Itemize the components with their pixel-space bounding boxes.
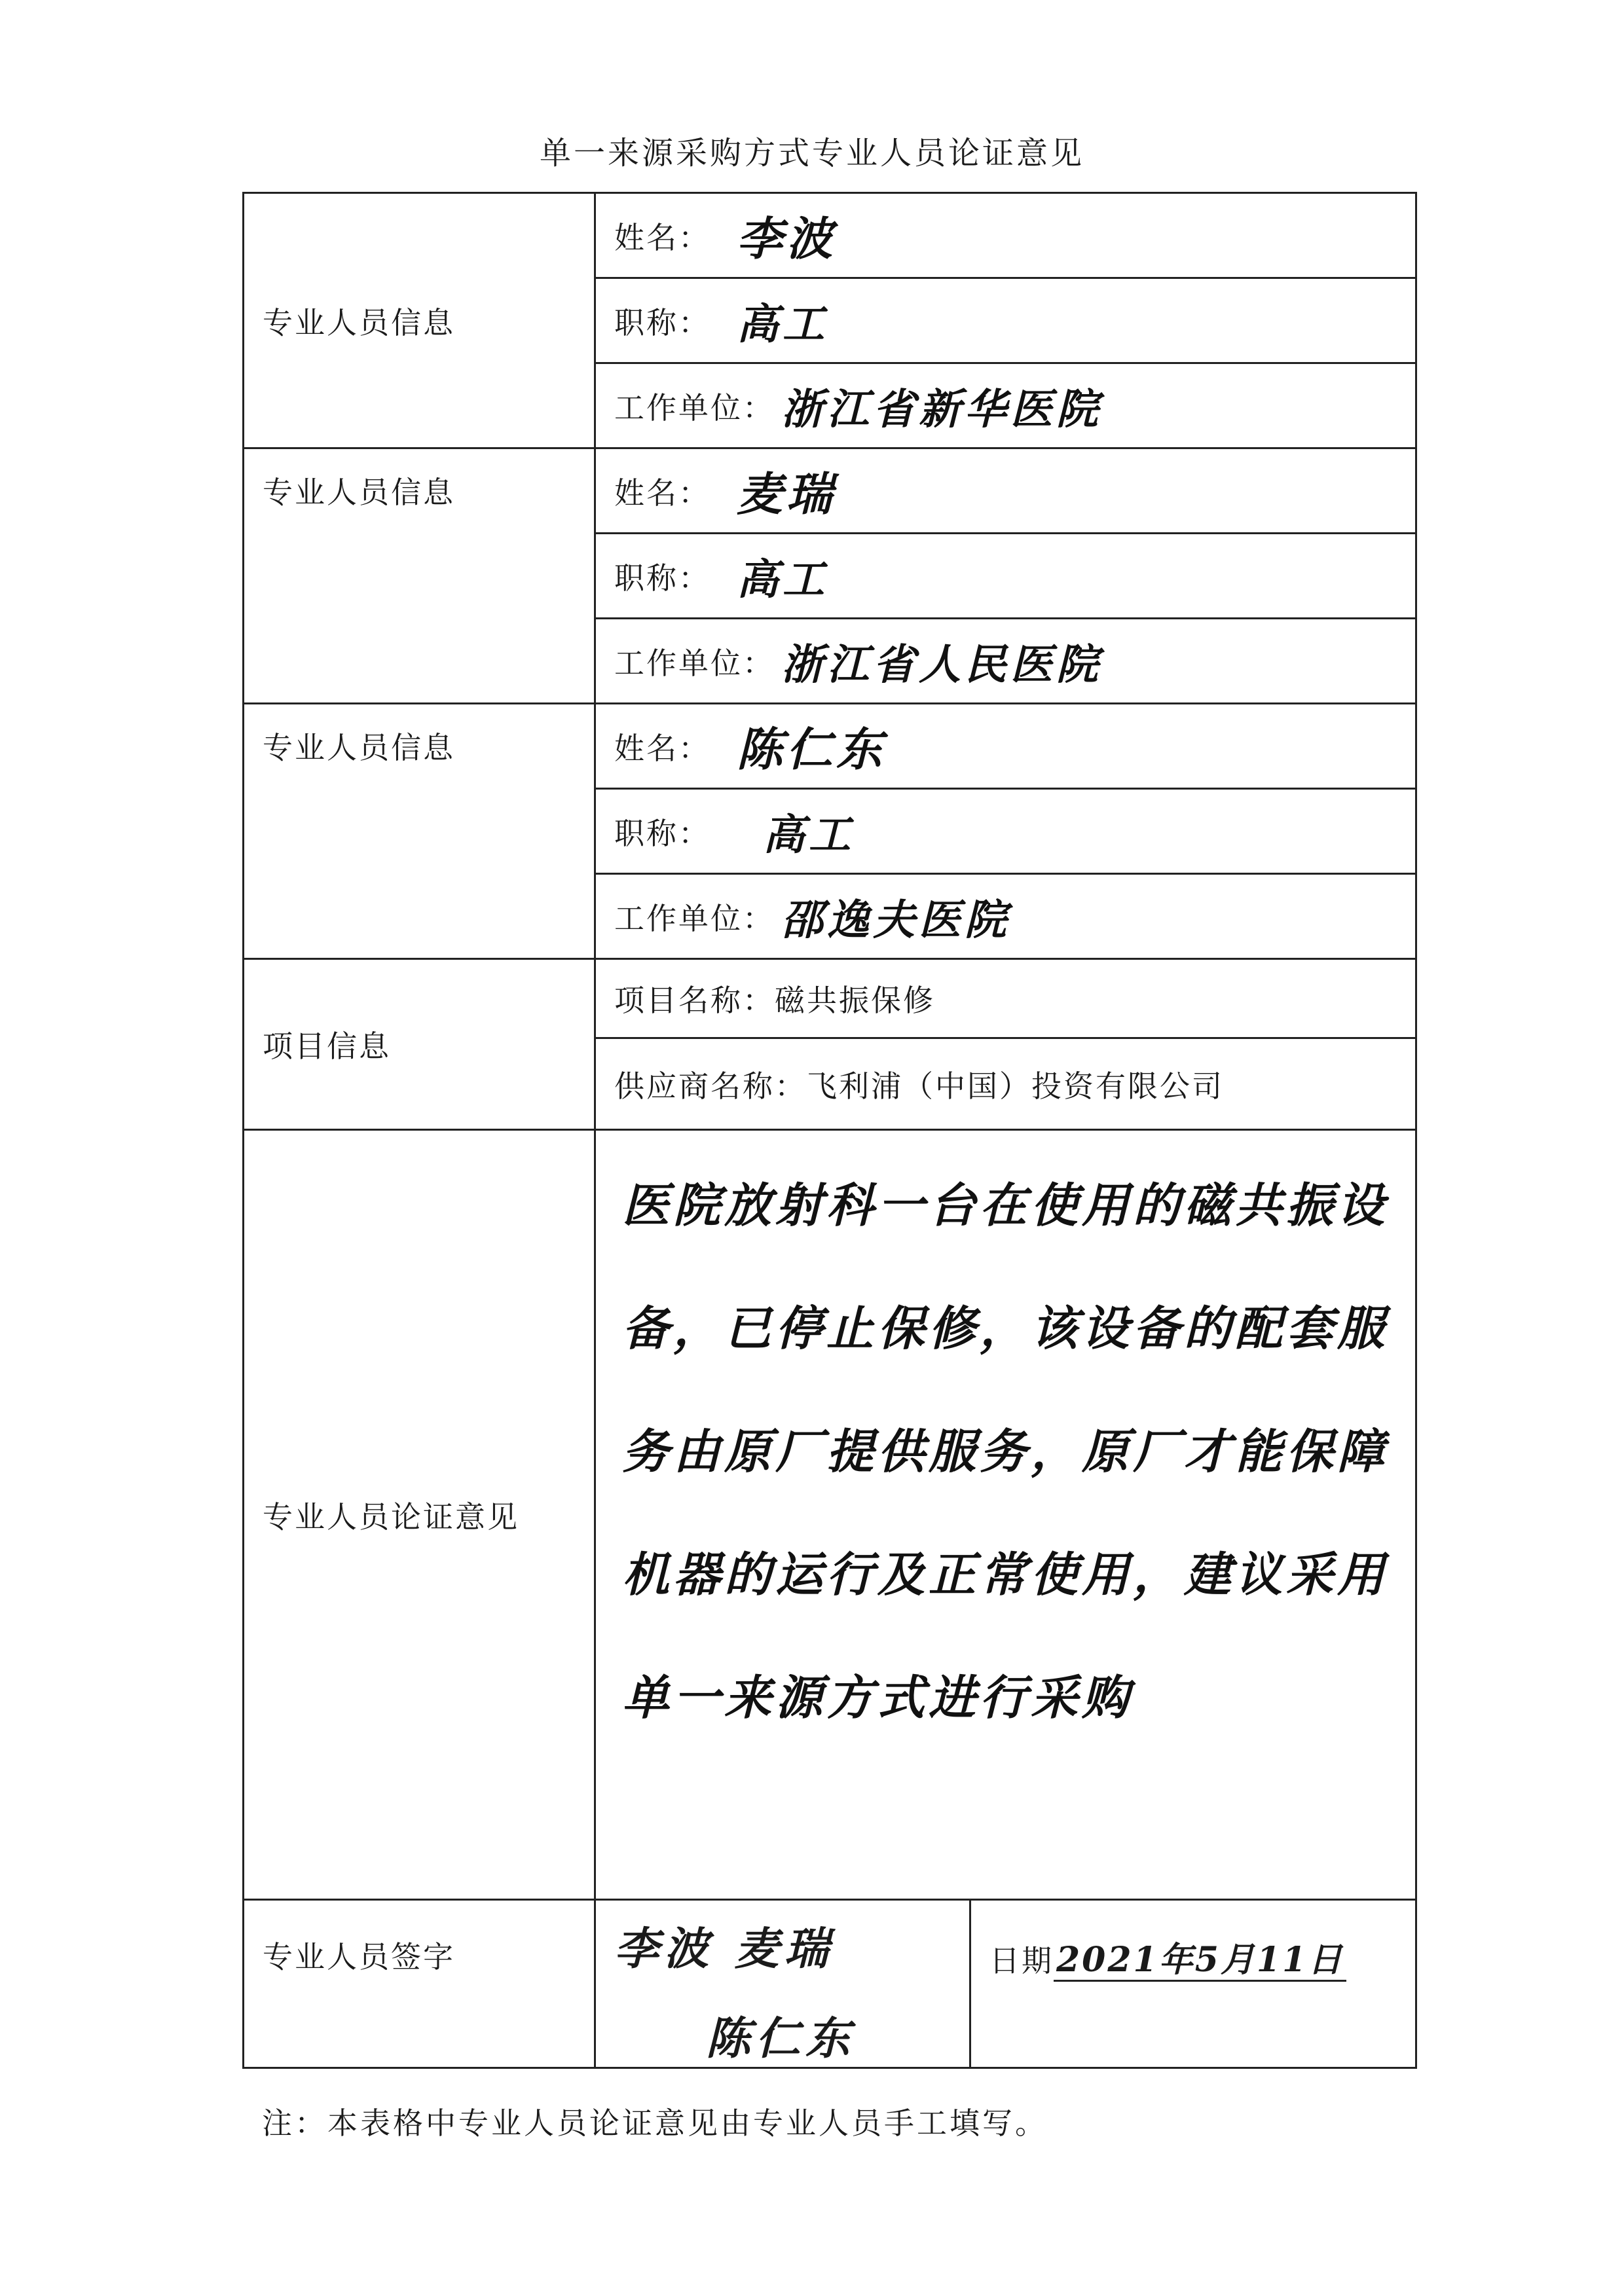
expert-2-name-handwritten: 麦瑞 [737, 467, 836, 521]
expert-3-org-cell [595, 874, 1416, 959]
opinion-section-label: 专业人员论证意见 [244, 1130, 595, 1900]
expert-3-name-cell [595, 704, 1416, 789]
expert-1-org-handwritten: 浙江省新华医院 [781, 384, 1102, 434]
expert-1-name-handwritten: 李波 [737, 211, 836, 266]
expert-3-title-handwritten: 高工 [763, 810, 855, 860]
org-label: 工作单位： [614, 390, 775, 426]
signature-section-label: 专业人员签字 [244, 1900, 595, 2068]
expert-3-section-label: 专业人员信息 [244, 704, 595, 959]
footnote: 注：本表格中专业人员论证意见由专业人员手工填写。 [262, 2105, 1048, 2141]
expert-1-name-cell [595, 193, 1416, 278]
name-label: 姓名： [614, 730, 710, 766]
signature-handwritten-line-1: 李波 麦瑞 [614, 1923, 834, 1975]
title-label: 职称： [614, 304, 710, 340]
opinion-cell [595, 1130, 1416, 1900]
expert-1-title-handwritten: 高工 [737, 299, 828, 349]
title-label: 职称： [614, 815, 710, 851]
expert-2-name-row [244, 448, 1416, 534]
expert-2-name-cell [595, 448, 1416, 534]
expert-3-name-row [244, 704, 1416, 789]
expert-2-org-cell [595, 619, 1416, 704]
expert-2-title-cell [595, 534, 1416, 619]
expert-2-section-label: 专业人员信息 [244, 448, 595, 704]
expert-1-name-row [244, 193, 1416, 278]
date-handwritten: 2021年5月11日 [1054, 1940, 1346, 1982]
org-label: 工作单位： [614, 900, 775, 936]
expert-1-title-cell [595, 278, 1416, 363]
expert-3-name-handwritten: 陈仁东 [737, 722, 886, 776]
opinion-row [244, 1130, 1416, 1900]
project-section-label: 项目信息 [244, 959, 595, 1130]
org-label: 工作单位： [614, 645, 775, 681]
date-label: 日期 [989, 1943, 1054, 1978]
project-name-row [244, 959, 1416, 1038]
page-title: 单一来源采购方式专业人员论证意见 [539, 135, 1084, 172]
project-name-cell: 项目名称：磁共振保修 [595, 959, 1416, 1038]
name-label: 姓名： [614, 219, 710, 255]
expert-1-section-label: 专业人员信息 [244, 193, 595, 448]
expert-1-org-cell [595, 363, 1416, 448]
signature-handwritten-line-2: 陈仁东 [706, 2013, 856, 2065]
supplier-name-cell: 供应商名称：飞利浦（中国）投资有限公司 [595, 1038, 1416, 1130]
expert-3-title-cell [595, 789, 1416, 874]
date-cell [970, 1900, 1416, 2068]
signature-cell [595, 1900, 970, 2068]
name-label: 姓名： [614, 475, 710, 511]
expert-3-org-handwritten: 邵逸夫医院 [781, 895, 1010, 945]
opinion-handwritten-text: 医院放射科一台在使用的磁共振设备，已停止保修，该设备的配套服务由原厂提供服务，原厂才能保障机器的运行及正常使用，建议采用单一来源方式进行采购 [622, 1177, 1389, 1725]
argument-form-table [242, 192, 1417, 2069]
expert-2-title-handwritten: 高工 [737, 555, 828, 604]
expert-2-org-handwritten: 浙江省人民医院 [781, 640, 1102, 689]
signature-row [244, 1900, 1416, 2068]
title-label: 职称： [614, 560, 710, 596]
